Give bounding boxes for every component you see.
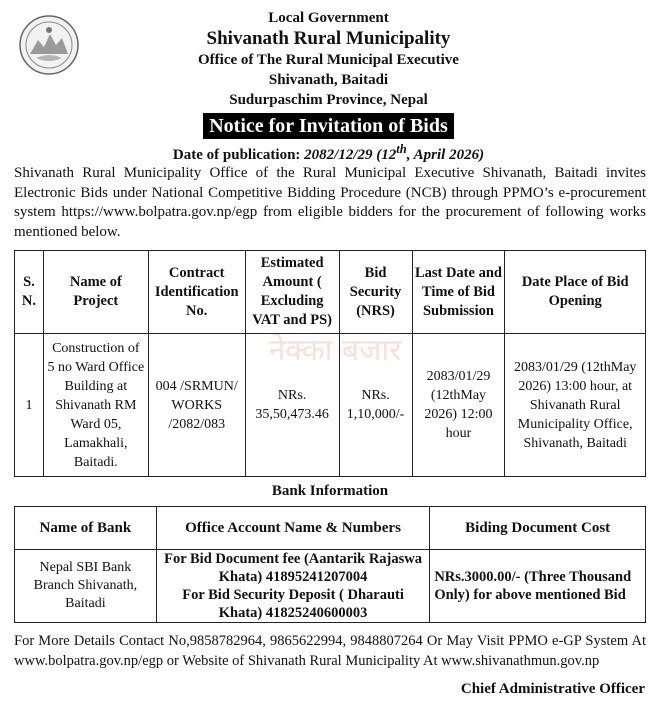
- bid-document-fee-account: For Bid Document fee (Aantarik Rajaswa Khata) 41895241207004: [164, 551, 422, 585]
- intro-paragraph: Shivanath Rural Municipality Office of the Rural Municipal Executive Shivanath, Baitadi invites Electronic Bids under National Competitive Bidding Procedure (NCB) through PPMO’s e-procurement system https://www.bolpatra.gov.np/egp from eligible bidders for the procurement of following works mentioned below.: [14, 165, 646, 240]
- publication-date: Date of publication: 2082/12/29 (12th, April 2026): [172, 142, 485, 163]
- cell-amount: NRs. 35,50,473.46: [245, 334, 339, 477]
- bank-info-title: Bank Information: [271, 483, 389, 499]
- cell-submission: 2083/01/29 (12thMay 2026) 12:00 hour: [412, 334, 505, 477]
- header-project: Name of Project: [43, 251, 148, 334]
- header-amount: Estimated Amount ( Excluding VAT and PS): [245, 251, 339, 334]
- publication-date-nepali: 2082/12/29: [304, 147, 373, 163]
- header-submission: Last Date and Time of Bid Submission: [412, 251, 505, 334]
- cell-sn: 1: [15, 334, 44, 477]
- office-location: Shivanath, Baitadi: [268, 72, 389, 88]
- province-name: Sudurpaschim Province, Nepal: [229, 92, 428, 108]
- cell-account: [156, 550, 430, 623]
- office-name: Office of The Rural Municipal Executive: [198, 52, 459, 68]
- publication-date-label: Date of publication:: [172, 147, 301, 163]
- cell-project: Construction of 5 no Ward Office Building at Shivanath RM Ward 05, Lamakhali, Baitadi.: [43, 334, 148, 477]
- cell-contract-id: 004 /SRMUN/ WORKS /2082/083: [148, 334, 245, 477]
- cell-bank-name: Nepal SBI Bank Branch Shivanath, Baitadi: [15, 550, 157, 623]
- bid-table-header-row: [15, 251, 646, 334]
- bid-table: [14, 250, 646, 477]
- header-contract-id: Contract Identification No.: [148, 251, 245, 334]
- bank-table: [14, 506, 646, 623]
- svg-text:नेक्का बजार: नेक्का बजार: [268, 333, 402, 368]
- contact-footer: For More Details Contact No,9858782964, 9865622994, 9848807264 Or May Visit PPMO e-GP System At www.bolpatra.gov.np/egp or Website of Shivanath Rural Municipality At www.shivanathmun.gov.np: [14, 633, 646, 669]
- notice-title: Notice for Invitation of Bids: [203, 113, 454, 139]
- local-government-label: Local Government: [268, 10, 389, 26]
- cell-document-cost: NRs.3000.00/- (Three Thousand Only) for above mentioned Bid: [430, 550, 646, 623]
- bank-table-header-row: [15, 507, 646, 550]
- header-security: Bid Security (NRS): [339, 251, 412, 334]
- municipality-name: Shivanath Rural Municipality: [206, 28, 451, 49]
- letterhead: [0, 8, 657, 165]
- header-opening: Date Place of Bid Opening: [505, 251, 646, 334]
- cell-security: NRs. 1,10,000/-: [339, 334, 412, 477]
- table-row: [15, 334, 646, 477]
- header-document-cost: Biding Document Cost: [430, 507, 646, 550]
- header-sn: S. N.: [15, 251, 44, 334]
- signoff-title: Chief Administrative Officer: [460, 681, 645, 697]
- bid-security-account: For Bid Security Deposit ( Dharauti Khata) 41825240600003: [182, 587, 404, 621]
- header-bank-name: Name of Bank: [15, 507, 157, 550]
- cell-opening: 2083/01/29 (12thMay 2026) 13:00 hour, at Shivanath Rural Municipality Office, Shivanath, Baitadi: [505, 334, 646, 477]
- header-account: Office Account Name & Numbers: [156, 507, 430, 550]
- table-row: [15, 550, 646, 623]
